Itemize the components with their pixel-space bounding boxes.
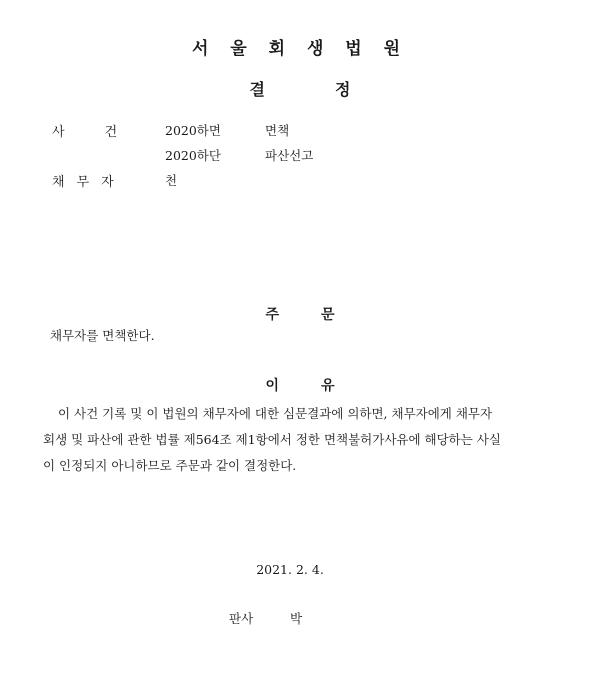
judge-title: 판사	[229, 611, 254, 626]
order-heading-right: 문	[321, 307, 335, 323]
reason-heading-right: 유	[321, 378, 335, 394]
reason-line: 회생 및 파산에 관한 법률 제564조 제1항에서 정한 면책불허가사유에 해당하는 사실	[43, 432, 501, 447]
debtor-label-char: 무	[76, 175, 90, 190]
debtor-label-char: 채	[52, 175, 65, 190]
case-type: 파산선고	[265, 148, 314, 163]
case-label	[52, 121, 117, 140]
court-name: 서 울 회 생 법 원	[191, 39, 409, 59]
debtor-name: 천	[165, 173, 178, 188]
reason-heading	[0, 375, 600, 395]
decision-date: 2021. 2. 4.	[256, 562, 324, 577]
order-heading	[0, 304, 600, 324]
case-number: 2020하단	[165, 148, 221, 163]
order-text: 채무자를 면책한다.	[50, 328, 155, 343]
judge-name: 박	[290, 611, 303, 626]
debtor-label	[52, 171, 114, 190]
document-type-left: 결	[249, 80, 265, 99]
case-type: 면책	[265, 123, 290, 138]
case-number: 2020하면	[165, 123, 221, 138]
reason-line: 이 사건 기록 및 이 법원의 채무자에 대한 심문결과에 의하면, 채무자에게 채무자	[58, 406, 493, 421]
reason-heading-left: 이	[265, 378, 279, 394]
case-label-char: 사	[52, 125, 65, 140]
document-type-title	[0, 77, 600, 100]
reason-line: 이 인정되지 아니하므로 주문과 같이 결정한다.	[43, 458, 297, 473]
order-heading-left: 주	[265, 307, 279, 323]
document-type-right: 정	[335, 80, 351, 99]
case-label-char: 건	[104, 125, 118, 140]
debtor-label-char: 자	[101, 175, 114, 190]
